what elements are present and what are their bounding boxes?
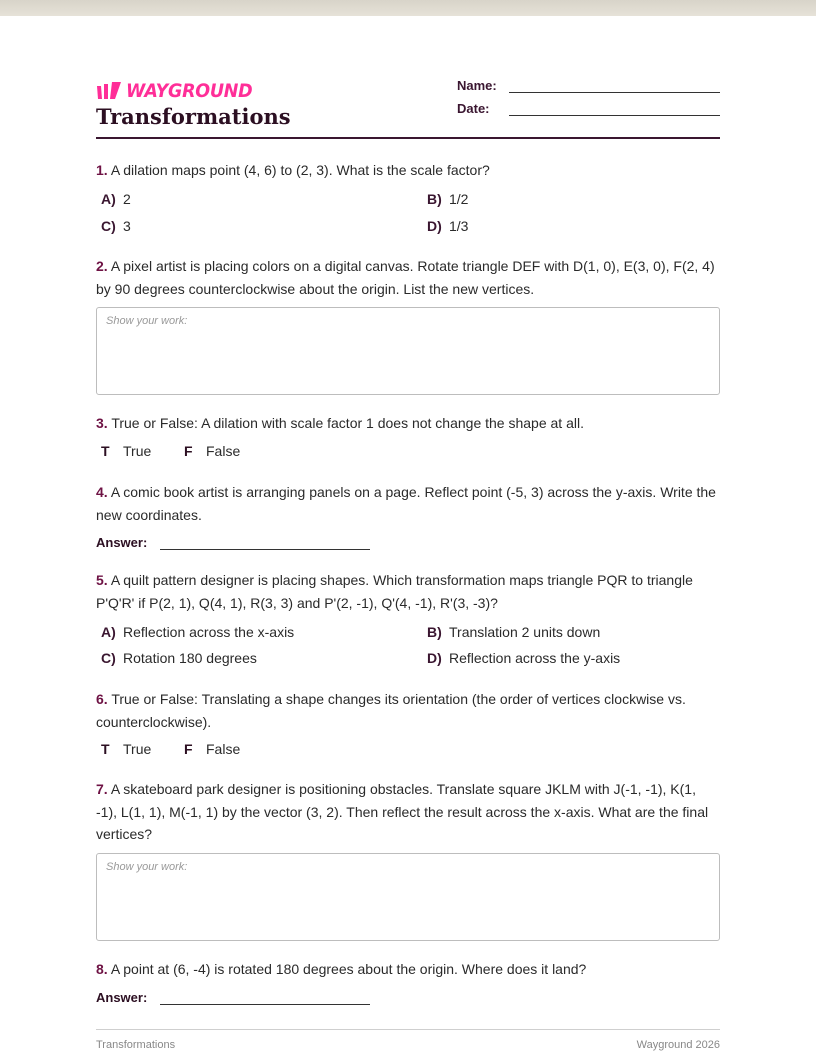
brand-name: WAYGROUND bbox=[126, 80, 253, 102]
answer-line[interactable] bbox=[160, 537, 370, 550]
false-label: False bbox=[206, 443, 241, 459]
question-text: A point at (6, -4) is rotated 180 degrees about the origin. Where does it land? bbox=[110, 961, 587, 977]
question-8 bbox=[96, 958, 720, 981]
option-letter: D) bbox=[427, 218, 442, 234]
answer-line[interactable] bbox=[160, 992, 370, 1005]
false-label: False bbox=[206, 741, 241, 757]
question-4 bbox=[96, 481, 720, 526]
date-line[interactable] bbox=[509, 101, 720, 116]
question-6 bbox=[96, 688, 720, 733]
option-letter: B) bbox=[427, 624, 442, 640]
name-line[interactable] bbox=[509, 78, 720, 93]
option-d[interactable] bbox=[427, 218, 468, 234]
question-text: A skateboard park designer is positioning obstacles. Translate square JKLM with J(-1, -1), K(1, -1), L(1, 1), M(-1, 1) by the vector (3, 2). Then reflect the result across the x-axis. What are the final vertices? bbox=[96, 781, 709, 842]
question-2 bbox=[96, 255, 720, 300]
option-true[interactable] bbox=[101, 741, 151, 757]
option-text: 3 bbox=[123, 218, 131, 234]
page-title: Transformations bbox=[96, 104, 291, 129]
answer-field bbox=[96, 990, 370, 1005]
top-bar bbox=[0, 0, 816, 16]
option-text: 1/3 bbox=[449, 218, 469, 234]
question-number: 4. bbox=[96, 484, 108, 500]
option-c[interactable] bbox=[101, 650, 257, 666]
date-field bbox=[457, 101, 720, 116]
option-letter: C) bbox=[101, 218, 116, 234]
brand bbox=[96, 80, 263, 102]
question-text: A comic book artist is arranging panels on a page. Reflect point (-5, 3) across the y-axis. Write the new coordinates. bbox=[96, 484, 716, 523]
question-3 bbox=[96, 412, 720, 435]
name-field bbox=[457, 78, 720, 93]
footer-divider bbox=[96, 1029, 720, 1030]
option-b[interactable] bbox=[427, 191, 468, 207]
question-text: True or False: A dilation with scale factor 1 does not change the shape at all. bbox=[111, 415, 584, 431]
question-text: A dilation maps point (4, 6) to (2, 3). What is the scale factor? bbox=[110, 162, 490, 178]
question-number: 6. bbox=[96, 691, 108, 707]
header-divider bbox=[96, 137, 720, 139]
option-text: 1/2 bbox=[449, 191, 469, 207]
answer-label: Answer: bbox=[96, 535, 148, 550]
name-label: Name: bbox=[457, 78, 497, 93]
question-number: 1. bbox=[96, 162, 108, 178]
question-number: 8. bbox=[96, 961, 108, 977]
question-number: 7. bbox=[96, 781, 108, 797]
true-label: True bbox=[123, 741, 152, 757]
option-a[interactable] bbox=[101, 624, 294, 640]
option-true[interactable] bbox=[101, 443, 151, 459]
question-text: True or False: Translating a shape changes its orientation (the order of vertices clockwise vs. counterclockwise). bbox=[96, 691, 686, 730]
true-label: True bbox=[123, 443, 152, 459]
option-b[interactable] bbox=[427, 624, 600, 640]
question-number: 2. bbox=[96, 258, 108, 274]
answer-field bbox=[96, 535, 370, 550]
true-letter: T bbox=[101, 741, 110, 757]
question-number: 5. bbox=[96, 572, 108, 588]
option-false[interactable] bbox=[184, 443, 240, 459]
false-letter: F bbox=[184, 741, 193, 757]
question-5 bbox=[96, 569, 720, 614]
option-text: Rotation 180 degrees bbox=[123, 650, 257, 666]
question-text: A quilt pattern designer is placing shapes. Which transformation maps triangle PQR to triangle P'Q'R' if P(2, 1), Q(4, 1), R(3, 3) and P'(2, -1), Q'(4, -1), R'(3, -3)? bbox=[96, 572, 693, 611]
question-number: 3. bbox=[96, 415, 108, 431]
option-text: Reflection across the y-axis bbox=[449, 650, 621, 666]
option-text: Translation 2 units down bbox=[449, 624, 601, 640]
work-box-placeholder: Show your work: bbox=[106, 861, 188, 873]
date-label: Date: bbox=[457, 101, 490, 116]
question-text: A pixel artist is placing colors on a digital canvas. Rotate triangle DEF with D(1, 0), E(3, 0), F(2, 4) by 90 degrees counterclockwise about the origin. List the new vertices. bbox=[96, 258, 715, 297]
option-letter: C) bbox=[101, 650, 116, 666]
true-letter: T bbox=[101, 443, 110, 459]
worksheet-header bbox=[96, 76, 720, 139]
wayground-logo-icon bbox=[96, 82, 122, 100]
option-a[interactable] bbox=[101, 191, 131, 207]
option-letter: A) bbox=[101, 191, 116, 207]
work-box[interactable] bbox=[96, 307, 720, 395]
option-text: Reflection across the x-axis bbox=[123, 624, 295, 640]
work-box[interactable] bbox=[96, 853, 720, 941]
option-letter: A) bbox=[101, 624, 116, 640]
option-letter: D) bbox=[427, 650, 442, 666]
option-d[interactable] bbox=[427, 650, 620, 666]
question-7 bbox=[96, 778, 720, 846]
work-box-placeholder: Show your work: bbox=[106, 315, 188, 327]
option-false[interactable] bbox=[184, 741, 240, 757]
question-1 bbox=[96, 159, 720, 182]
footer-brand: Wayground 2026 bbox=[636, 1039, 720, 1051]
footer-title: Transformations bbox=[96, 1039, 176, 1051]
false-letter: F bbox=[184, 443, 193, 459]
option-text: 2 bbox=[123, 191, 131, 207]
option-letter: B) bbox=[427, 191, 442, 207]
option-c[interactable] bbox=[101, 218, 131, 234]
answer-label: Answer: bbox=[96, 990, 148, 1005]
